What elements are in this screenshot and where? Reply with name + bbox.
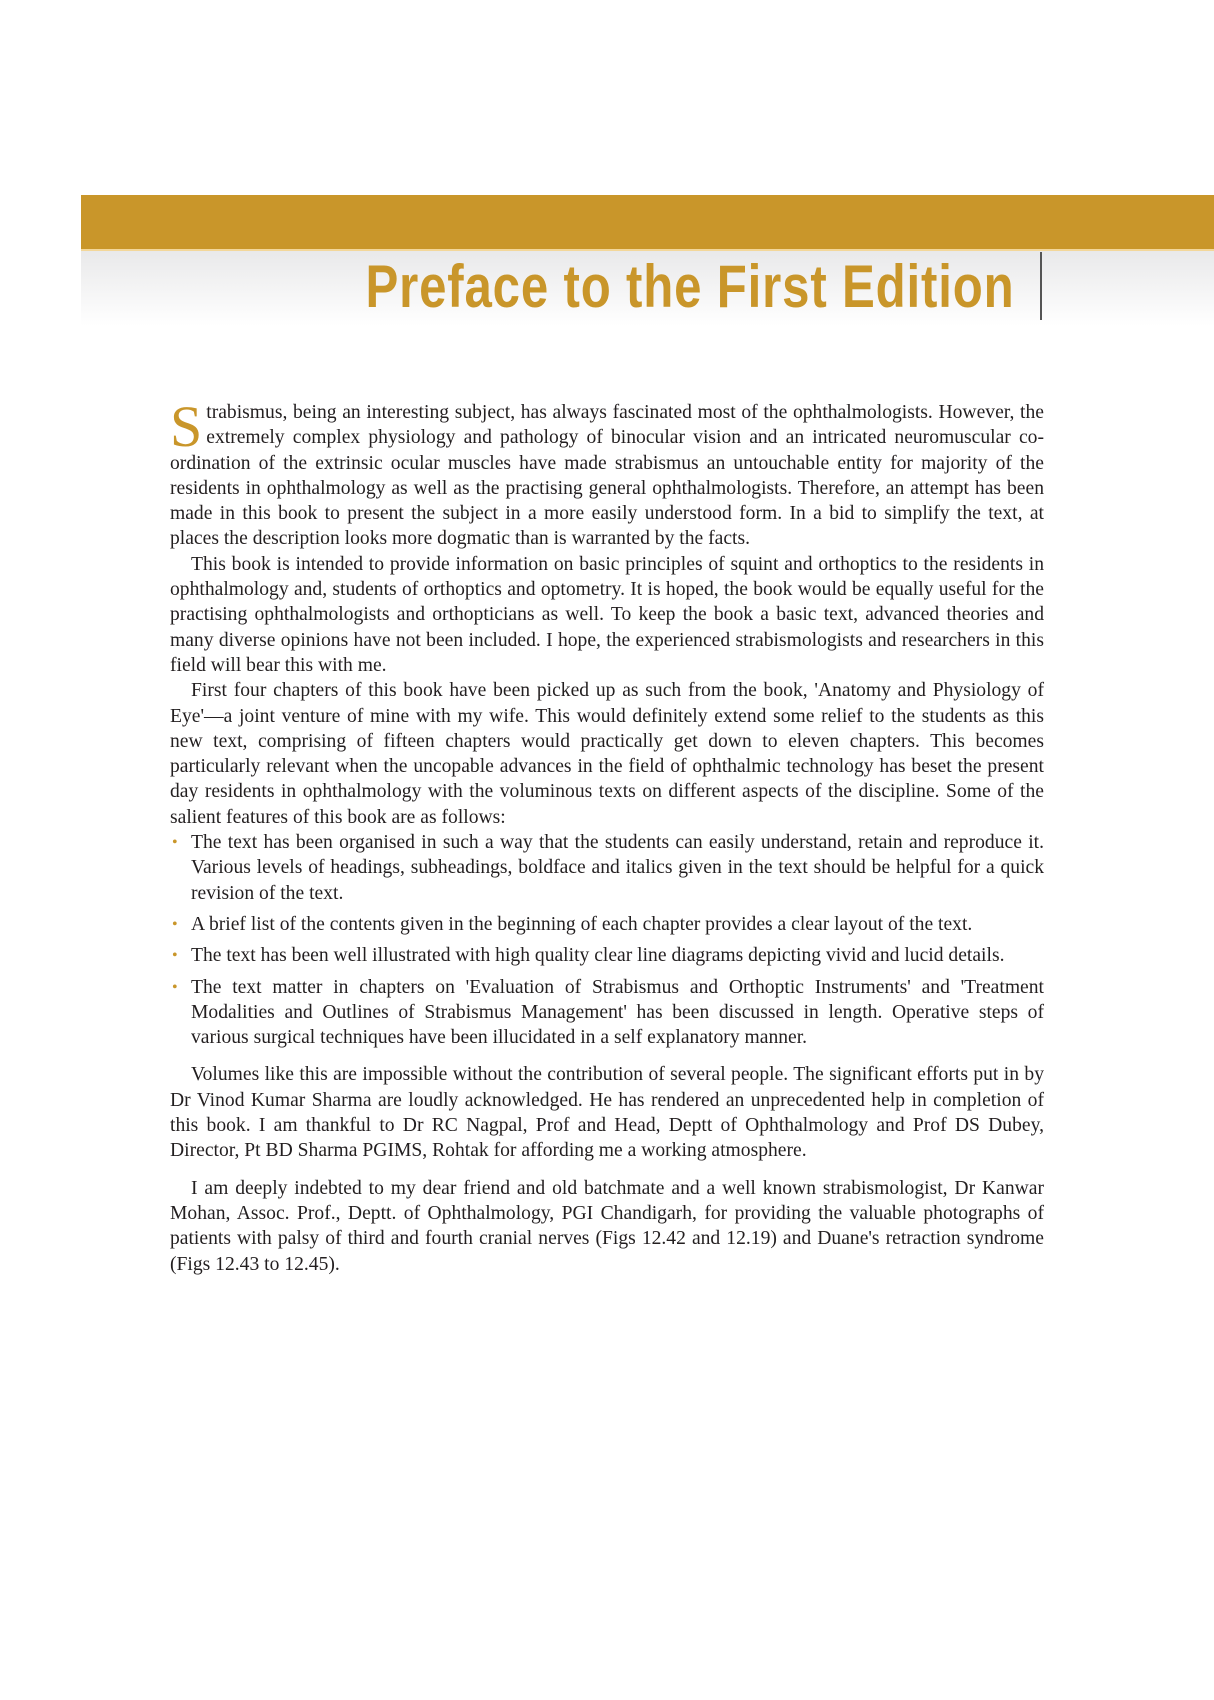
header-bar	[81, 195, 1214, 251]
intro-text: trabismus, being an interesting subject, has always fascinated most of the ophthalmologists. However, the extremely complex physiology and pathology of binocular vision and an intricated neuromuscular co-ordination of the extrinsic ocular muscles have made strabismus an untouchable entity for majority of the residents in ophthalmology as well as the practising general ophthalmologists. Therefore, an attempt has been made in this book to present the subject in a more easily understood form. In a bid to simplify the text, at places the description looks more dogmatic than is warranted by the facts.	[170, 402, 1044, 550]
list-item: • The text matter in chapters on 'Evaluation of Strabismus and Orthoptic Instruments' and 'Treatment Modalities and Outlines of Strabismus Management' has been discussed in length. Operative steps of various surgical techniques have been illucidated in a self explanatory manner.	[172, 976, 1044, 1049]
list-item: • The text has been well illustrated with high quality clear line diagrams depicting vivid and lucid details.	[170, 943, 1044, 968]
bullet-icon: •	[172, 947, 178, 965]
preface-body	[170, 394, 1044, 1277]
paragraph: This book is intended to provide information on basic principles of squint and orthoptics to the residents in ophthalmology and, students of orthoptics and optometry. It is hoped, the book would be equally useful for the practising ophthalmologists and orthopticians as well. To keep the book a basic text, advanced theories and many diverse opinions have not been included. I hope, the experienced strabismologists and researchers in this field will bear this with me.	[170, 553, 1044, 676]
paragraph: First four chapters of this book have been picked up as such from the book, 'Anatomy and Physiology of Eye'—a joint venture of mine with my wife. This would definitely extend some relief to the students as this new text, comprising of fifteen chapters would practically get down to eleven chapters. This becomes particularly relevant when the uncopable advances in the field of ophthalmic technology has beset the present day residents in ophthalmology with the voluminous texts on different aspects of the discipline. Some of the salient features of this book are as follows:	[170, 680, 1044, 828]
bullet-icon: •	[172, 915, 178, 933]
features-list	[170, 830, 1044, 1050]
page-title: Preface to the First Edition	[365, 253, 1014, 320]
paragraph: I am deeply indebted to my dear friend and old batchmate and a well known strabismologist, Dr Kanwar Mohan, Assoc. Prof., Deptt. of Ophthalmology, PGI Chandigarh, for providing the valuable photographs of patients with palsy of third and fourth cranial nerves (Figs 12.42 and 12.19) and Duane's retraction syndrome (Figs 12.43 to 12.45).	[170, 1177, 1044, 1275]
paragraph: Volumes like this are impossible without the contribution of several people. The significant efforts put in by Dr Vinod Kumar Sharma are loudly acknowledged. He has rendered an unprecedented help in completion of this book. I am thankful to Dr RC Nagpal, Prof and Head, Deptt of Ophthalmology and Prof DS Dubey, Director, Pt BD Sharma PGIMS, Rohtak for affording me a working atmosphere.	[170, 1064, 1044, 1162]
bullet-icon: •	[172, 978, 178, 996]
list-item: • A brief list of the contents given in the beginning of each chapter provides a clear layout of the text.	[170, 912, 1044, 937]
intro-paragraph	[170, 394, 1044, 552]
title-divider	[1040, 252, 1042, 320]
bullet-icon: •	[172, 834, 178, 852]
list-item: • The text has been organised in such a way that the students can easily understand, retain and reproduce it. Various levels of headings, subheadings, boldface and italics given in the text should be helpful for a quick revision of the text.	[172, 832, 1044, 904]
drop-cap: S	[170, 394, 203, 459]
